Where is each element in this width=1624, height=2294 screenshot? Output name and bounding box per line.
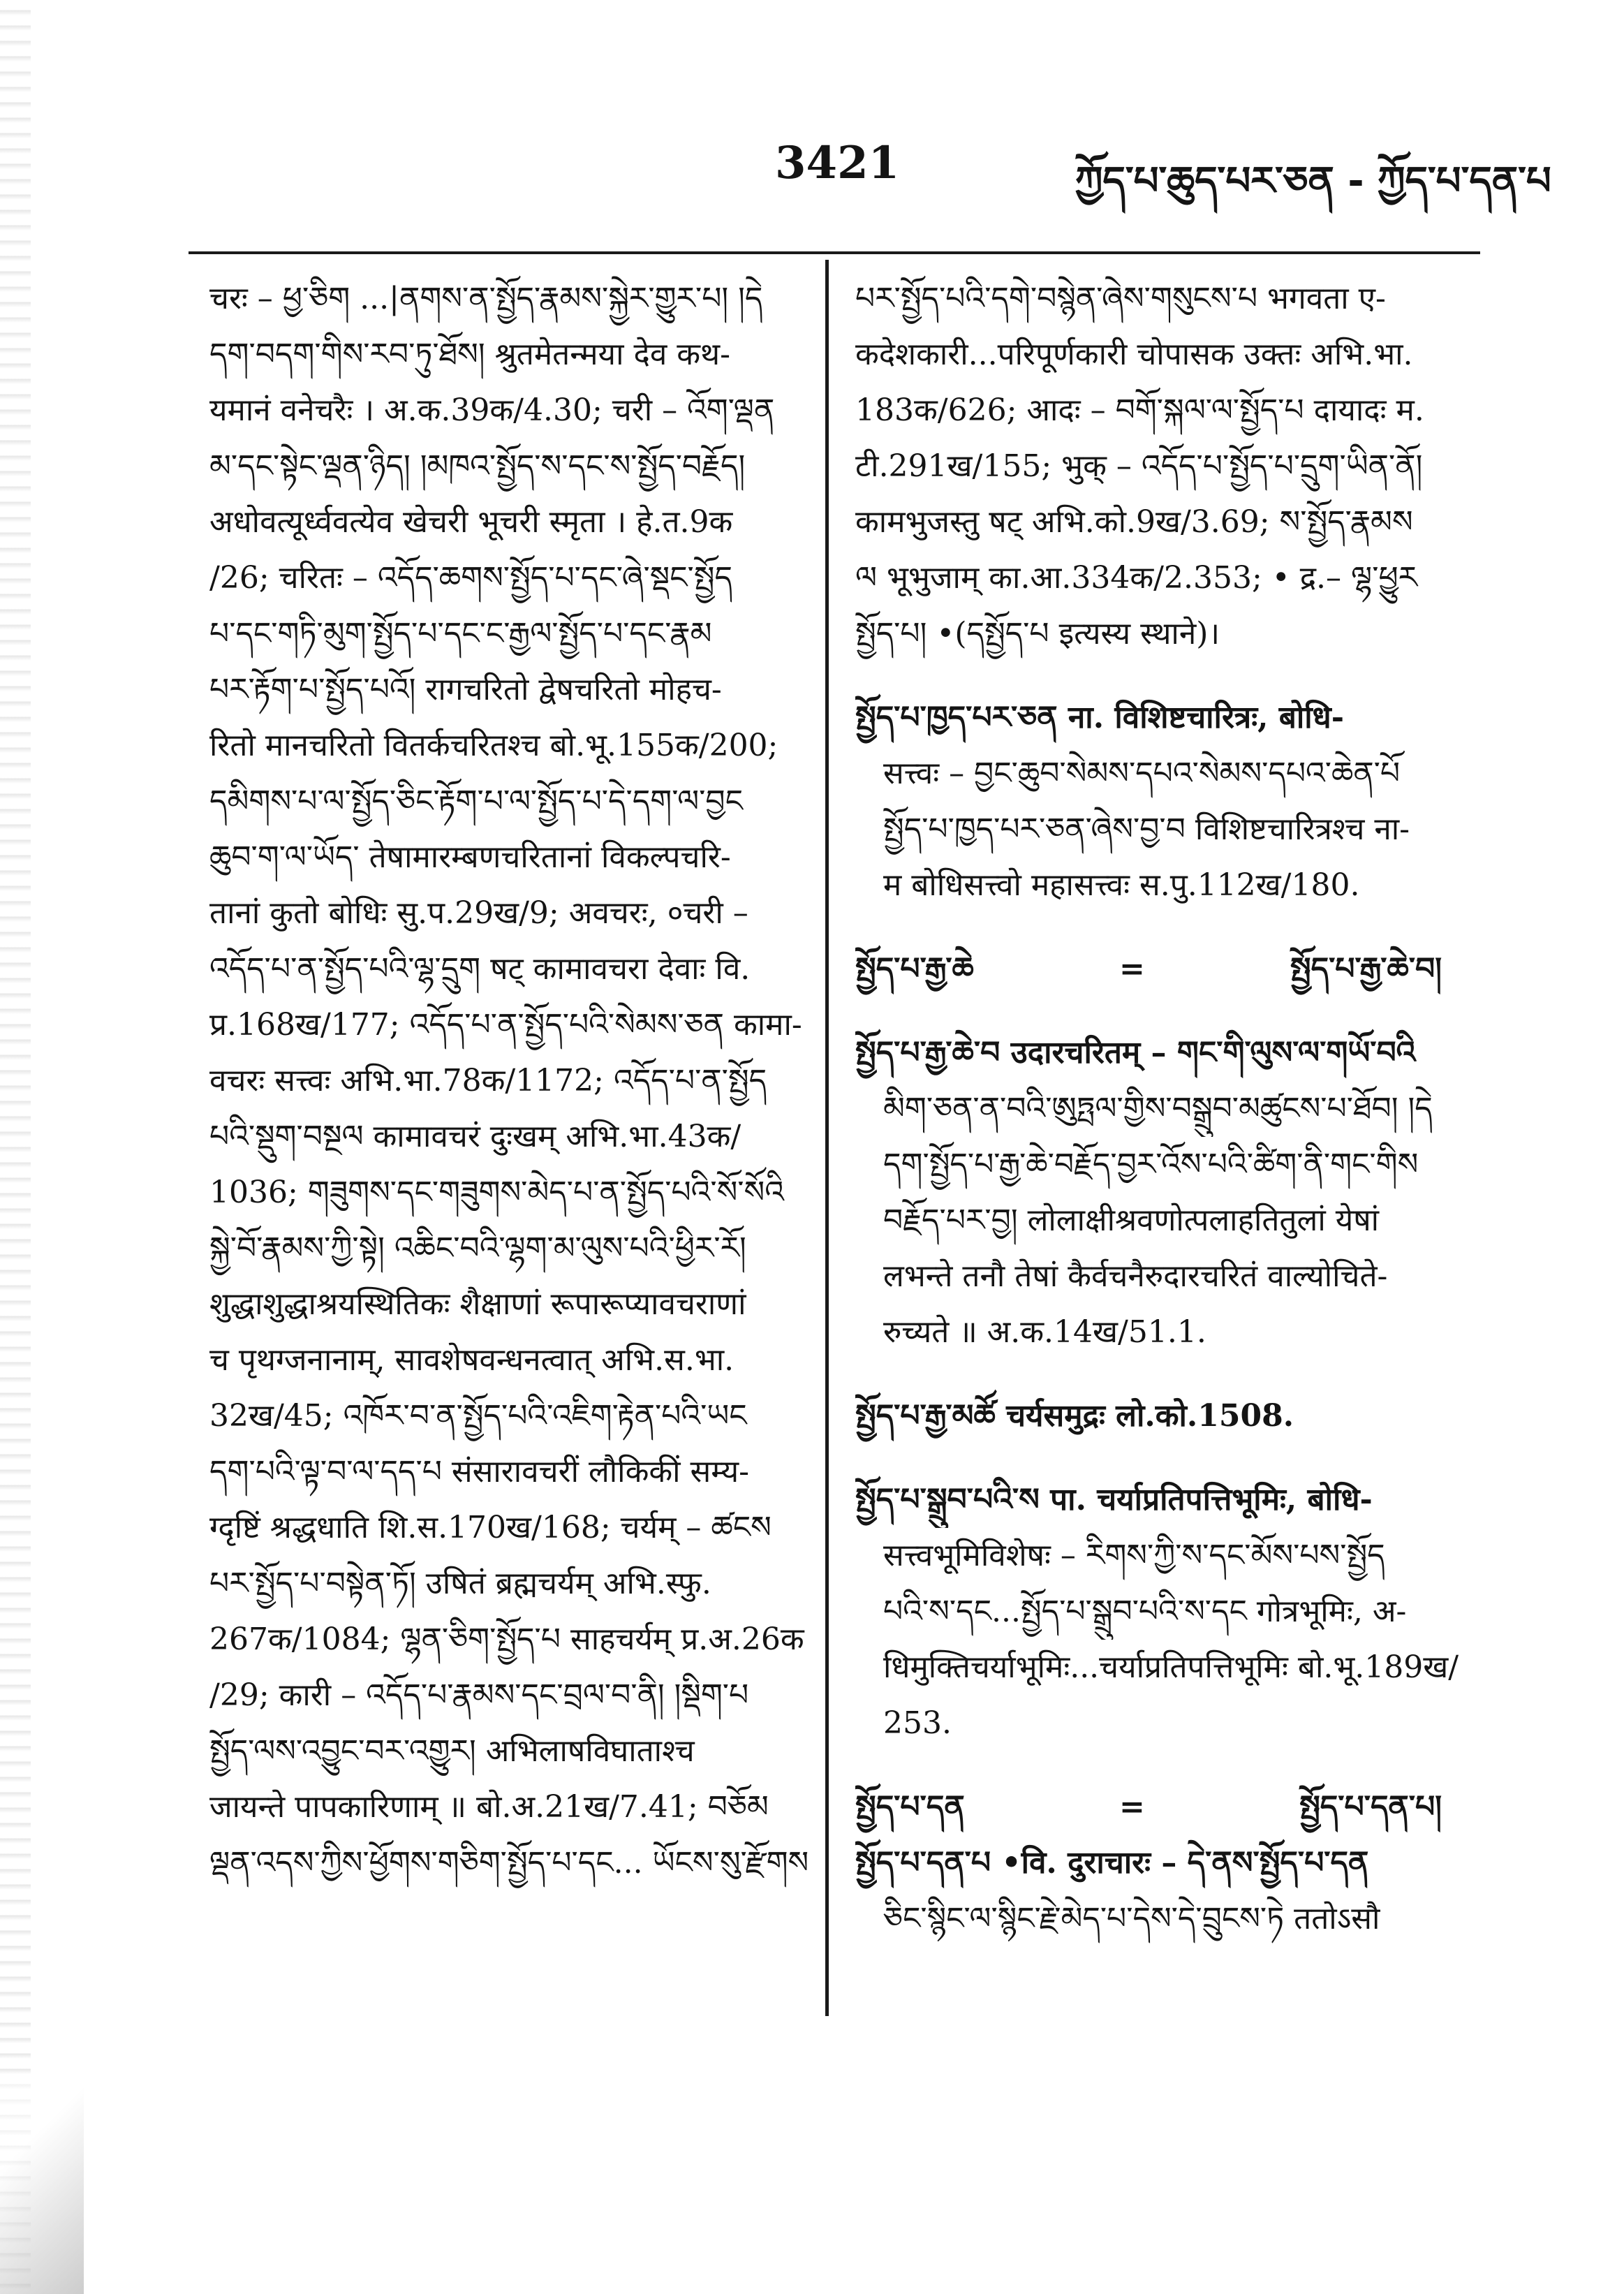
cross-reference-entry xyxy=(855,941,1470,997)
entry-headword-line: སྤྱོད་པ་སྒྲུབ་པའི་ས पा. चर्याप्रतिपत्तिभूमिः, बोधि- xyxy=(855,1482,1373,1517)
text-line: वचरः सत्त्वः अभि.भा.78क/1172; འདོད་པ་ན་སྤྱོད xyxy=(209,1063,767,1098)
scan-corner xyxy=(0,2081,84,2294)
text-line: པའི་ས་དང...སྤྱོད་པ་སྒྲུབ་པའི་ས་དང गोत्रभूमिः, अ- xyxy=(883,1594,1407,1629)
text-line: कदेशकारी...परिपूर्णकारी चोपासक उक्तः अभि.भा. xyxy=(855,337,1413,372)
text-line: यमानं वनेचरैः । अ.क.39क/4.30; चरी – འོག་ལྡན xyxy=(209,392,775,428)
text-line: ཅིང་སྙིང་ལ་སྙིང་རྗེ་མེད་པ་དེས་དེ་བྲུངས་ཏེ ततोऽसौ xyxy=(883,1901,1380,1936)
cross-ref-target: སྤྱོད་པ་རྒྱ་ཆེ་བ། xyxy=(1290,951,1442,987)
equals-sign: = xyxy=(1119,951,1145,987)
text-line: टी.291ख/155; भुक् – འདོད་པ་སྤྱོད་པ་དྲུག་ཡིན་ནོ། xyxy=(855,448,1423,484)
entry-gap xyxy=(855,662,1470,690)
text-line: ཆུབ་ག་ལ་ཡོད་ तेषामारम्बणचरितानां विकल्पचरि- xyxy=(209,839,731,875)
text-line: དག་སྤྱོད་པ་རྒྱ་ཆེ་བརྗོད་བྱར་འོས་པའི་ཚིག་ནི་གང་གིས xyxy=(883,1147,1419,1182)
text-line: སྐྱེ་བོ་རྣམས་ཀྱི་སྟེ། འཆིང་བའི་ལྷག་མ་ལུས་པའི་ཕྱིར་རོ། xyxy=(209,1230,746,1266)
entry-headword-line: སྤྱོད་པ་ཁྱད་པར་ཅན ना. विशिष्टचारित्रः, बोधि- xyxy=(855,700,1344,735)
dictionary-entry xyxy=(855,690,1470,913)
text-line: प्र.168ख/177; འདོད་པ་ན་སྤྱོད་པའི་སེམས་ཅན कामा- xyxy=(209,1007,802,1043)
text-line: སྤྱོད་ལས་འབྱུང་བར་འགྱུར། अभिलाषविघाताश्च xyxy=(209,1733,695,1769)
header-rule xyxy=(189,251,1480,254)
text-line: མིག་ཅན་ན་བའི་ཨུཏྤལ་གྱིས་བསྒྲུབ་མཚུངས་པ་ཐོབ། །དེ xyxy=(883,1091,1433,1126)
text-line: सत्त्वभूमिविशेषः – རིགས་ཀྱི་ས་དང་མོས་པས་སྤྱོད xyxy=(883,1538,1385,1573)
cross-ref-headword: སྤྱོད་པ་དན xyxy=(855,1789,965,1825)
cross-ref-target: སྤྱོད་པ་དན་པ། xyxy=(1299,1789,1442,1825)
entry-gap xyxy=(855,1360,1470,1388)
text-line: ग्दृष्टिं श्रद्धधाति शि.स.170ख/168; चर्यम् – ཚངས xyxy=(209,1510,772,1545)
text-line: तानां कुतो बोधिः सु.प.29ख/9; अवचरः, ०चरी – xyxy=(209,895,748,931)
text-line: འདོད་པ་ན་སྤྱོད་པའི་ལྷ་དྲུག षट् कामावचरा देवाः वि. xyxy=(209,951,751,987)
text-line: 32ख/45; འཁོར་བ་ན་སྤྱོད་པའི་འཇིག་རྟེན་པའི་ཡང xyxy=(209,1398,747,1434)
text-line: པར་སྤྱོད་པའི་དགེ་བསྙེན་ཞེས་གསུངས་པ भगवता ए- xyxy=(855,281,1386,316)
text-line: धिमुक्तिचर्याभूमिः...चर्याप्रतिपत्तिभूमिः बो.भू.189ख/ xyxy=(883,1649,1459,1685)
scan-edge xyxy=(0,0,31,2294)
equals-sign: = xyxy=(1119,1789,1145,1825)
entry-headword-line: སྤྱོད་པ་དན་པ •वि. दुराचारः – དེ་ནས་སྤྱོད་པ་དན xyxy=(855,1845,1369,1881)
text-line: བརྗོད་པར་བྱ། लोलाक्षीश्रवणोत्पलाहतितुलां येषां xyxy=(883,1203,1380,1238)
text-line: च पृथग्जनानाम्, सावशेषवन्धनत्वात् अभि.स.भा. xyxy=(209,1342,735,1378)
running-head: ཀྱོད་པ་ཆུད་པར་ཅན - ཀྱོད་པ་དན་པ xyxy=(1075,159,1551,204)
left-column xyxy=(209,271,810,1891)
text-line: སྤྱོད་པ་ཁྱད་པར་ཅན་ཞེས་བྱ་བ विशिष्टचारित्रश्च ना- xyxy=(883,811,1410,847)
text-line: 183क/626; आदः – བགོ་སྐལ་ལ་སྤྱོད་པ दायादः म. xyxy=(855,392,1424,428)
entry-gap xyxy=(855,1751,1470,1779)
text-line: པ་དང་གཏི་མུག་སྤྱོད་པ་དང་ང་རྒྱལ་སྤྱོད་པ་དང་རྣམ xyxy=(209,616,712,652)
cross-ref-headword: སྤྱོད་པ་རྒྱ་ཆེ xyxy=(855,951,974,987)
text-line: /29; कारी – འདོད་པ་རྣམས་དང་བྲལ་བ་ནི། །སྡིག་པ xyxy=(209,1677,749,1713)
text-line: जायन्ते पापकारिणाम् ॥ बो.अ.21ख/7.41; བཅོམ xyxy=(209,1789,769,1825)
text-line: མ་དང་སྟེང་ལྡན་ཉིད། །མཁའ་སྤྱོད་ས་དང་ས་སྤྱོད་བརྗོད། xyxy=(209,448,746,484)
text-line: ལྡན་འདས་ཀྱིས་ཕྱོགས་གཅིག་སྤྱོད་པ་དང... ཡོངས་སུ་རྫོགས xyxy=(209,1845,809,1881)
right-column xyxy=(855,271,1470,1947)
dictionary-entry xyxy=(855,1472,1470,1751)
entry-gap xyxy=(855,913,1470,941)
text-line: लभन्ते तनौ तेषां कैर्वचनैरुदारचरितं वाल्योचिते- xyxy=(883,1258,1388,1294)
text-line: /26; चरितः – འདོད་ཆགས་སྤྱོད་པ་དང་ཞེ་སྡང་སྤྱོད xyxy=(209,560,732,596)
dictionary-entry xyxy=(855,1835,1470,1947)
text-line: སྤྱོད་པ། •(དསྤྱོད་པ इत्यस्य स्थाने)। xyxy=(855,616,1220,652)
text-line: པའི་སྡུག་བསྔལ कामावचरं दुःखम् अभि.भा.43क/ xyxy=(209,1119,741,1154)
text-line: म बोधिसत्त्वो महासत्त्वः स.पु.112ख/180. xyxy=(883,867,1360,903)
text-line: དག་པའི་ལྟ་བ་ལ་དད་པ संसारावचरीं लौकिकीं सम्य- xyxy=(209,1454,749,1490)
text-line: 253. xyxy=(883,1705,952,1741)
cross-reference-entry xyxy=(855,1779,1470,1835)
entry-headword-line: སྤྱོད་པ་རྒྱ་ཆེ་བ उदारचरितम् – གང་གི་ལུས་ལ་གཡོ་བའི xyxy=(855,1035,1416,1071)
text-line: 267क/1084; ལྷན་ཅིག་སྤྱོད་པ साहचर्यम् प्र.अ.26क xyxy=(209,1622,804,1657)
text-line: रुच्यते ॥ अ.क.14ख/51.1. xyxy=(883,1314,1206,1350)
entry-headword-line: སྤྱོད་པ་རྒྱ་མཚོ चर्यसमुद्रः लो.को.1508. xyxy=(855,1398,1294,1434)
text-line: དམིགས་པ་ལ་སྤྱོད་ཅིང་རྟོག་པ་ལ་སྤྱོད་པ་དེ་དག་ལ་བྱང xyxy=(209,784,744,819)
entry-gap xyxy=(855,997,1470,1025)
text-line: सत्त्वः – བྱང་ཆུབ་སེམས་དཔའ་སེམས་དཔའ་ཆེན་པོ xyxy=(883,756,1401,791)
text-line: དག་བདག་གིས་རབ་ཏུ་ཐོས། श्रुतमेतन्मया देव कथ- xyxy=(209,337,731,372)
text-line: रितो मानचरितो वितर्कचरितश्च बो.भू.155क/200; xyxy=(209,728,778,763)
text-line: ལ भूभुजाम् का.आ.334क/2.353; • द्र.– ལྷ་ཕྱུར xyxy=(855,560,1418,596)
text-line: 1036; གཟུགས་དང་གཟུགས་མེད་པ་ན་སྤྱོད་པའི་སོ་སོའི xyxy=(209,1175,784,1210)
entry-gap xyxy=(855,1444,1470,1472)
text-line: པར་སྤྱོད་པ་བསྟེན་ཏོ། उषितं ब्रह्मचर्यम् अभि.स्फु. xyxy=(209,1566,711,1601)
text-line: कामभुजस्तु षट् अभि.को.9ख/3.69; ས་སྤྱོད་རྣམས xyxy=(855,504,1413,540)
text-line: པར་རྟོག་པ་སྤྱོད་པའོ། रागचरितो द्वेषचरितो मोहच- xyxy=(209,672,722,707)
page-number: 3421 xyxy=(775,137,900,189)
text-line: शुद्धाशुद्धाश्रयस्थितिकः शैक्षाणां रूपारूप्यावचराणां xyxy=(209,1286,746,1322)
dictionary-entry xyxy=(855,1388,1470,1444)
dictionary-entry xyxy=(855,1025,1470,1360)
text-line: चरः – ཕྱ་ཅིག ...|ནགས་ན་སྤྱོད་རྣམས་སྐྱེར་གྱུར་པ། །དེ xyxy=(209,281,763,316)
text-line: अधोवत्यूर्ध्ववत्येव खेचरी भूचरी स्मृता । हे.त.9क xyxy=(209,504,733,540)
column-divider xyxy=(825,260,829,2016)
